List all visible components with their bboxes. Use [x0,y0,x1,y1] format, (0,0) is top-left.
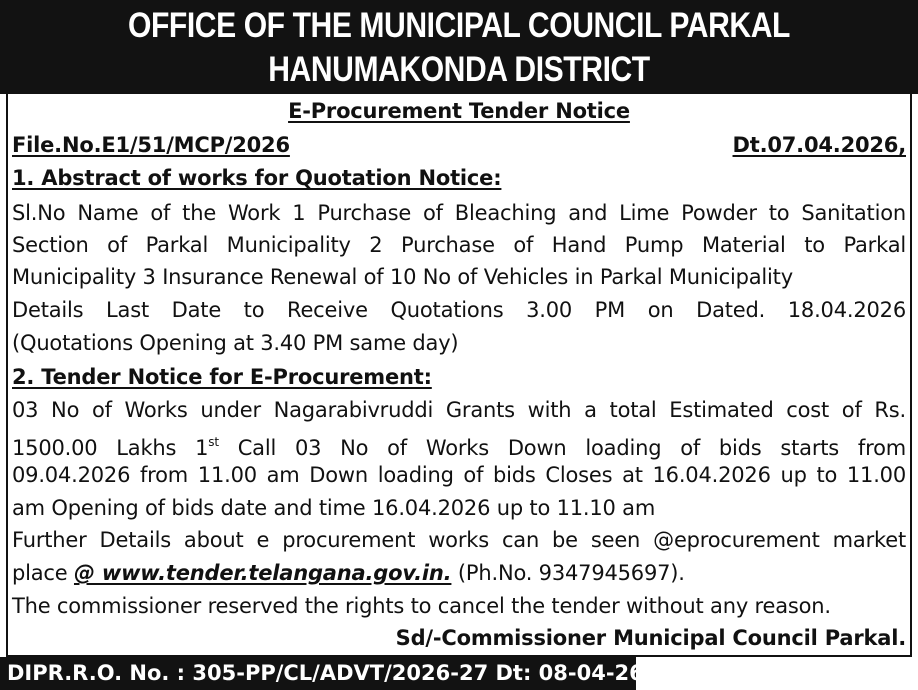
section2-line: am Opening of bids date and time 16.04.2026 up to 11.10 am [12,496,656,520]
section2-line: 03 No of Works under Nagarabivruddi Grants with a total Estimated cost of Rs. [12,398,906,422]
section2-line: Further Details about e procurement works can be seen @eprocurement market [12,528,906,552]
section1-heading [12,162,906,194]
section1-line: Details Last Date to Receive Quotations 3.00 PM on Dated. 18.04.2026 [12,298,906,322]
section1-line: Sl.No Name of the Work 1 Purchase of Bleaching and Lime Powder to Sanitation [12,201,906,225]
line-text: Call 03 No of Works Down loading of bids starts from [218,436,906,460]
dipr-footer: DIPR.R.O. No. : 305-PP/CL/ADVT/2026-27 Dt: 08-04-26 [0,657,636,690]
tender-website-link[interactable]: @ www.tender.telangana.gov.in. [73,561,452,585]
notice-header [0,0,918,94]
section1-line: Municipality 3 Insurance Renewal of 10 No of Vehicles in Parkal Municipality [12,265,793,289]
section2-line: 09.04.2026 from 11.00 am Down loading of bids Closes at 16.04.2026 up to 11.00 [12,463,906,487]
section1-line: (Quotations Opening at 3.40 PM same day) [12,331,459,355]
section2-heading-text: 2. Tender Notice for E-Procurement: [12,365,432,389]
line-text: 1500.00 Lakhs 1 [12,436,209,460]
date-text: Dt.07.04.2026, [732,133,906,157]
office-title: OFFICE OF THE MUNICIPAL COUNCIL PARKAL [127,6,791,45]
cancel-rights-line: The commissioner reserved the rights to cancel the tender without any reason. [12,594,831,618]
notice-date [600,129,906,161]
section2-line [12,557,906,589]
phone-number: (Ph.No. 9347945697). [451,561,685,585]
ordinal-suffix: st [208,435,219,449]
section1-line: Section of Parkal Municipality 2 Purchase of Hand Pump Material to Parkal [12,233,906,257]
file-no: File.No.E1/51/MCP/2026 [12,133,290,157]
signature: Sd/-Commissioner Municipal Council Parkal. [395,626,906,650]
section2-heading [12,361,906,393]
line-text: place [12,561,74,585]
notice-title: E-Procurement Tender Notice [288,99,630,123]
district-title: HANUMAKONDA DISTRICT [268,50,650,89]
section1-heading-text: 1. Abstract of works for Quotation Notice: [12,166,502,190]
